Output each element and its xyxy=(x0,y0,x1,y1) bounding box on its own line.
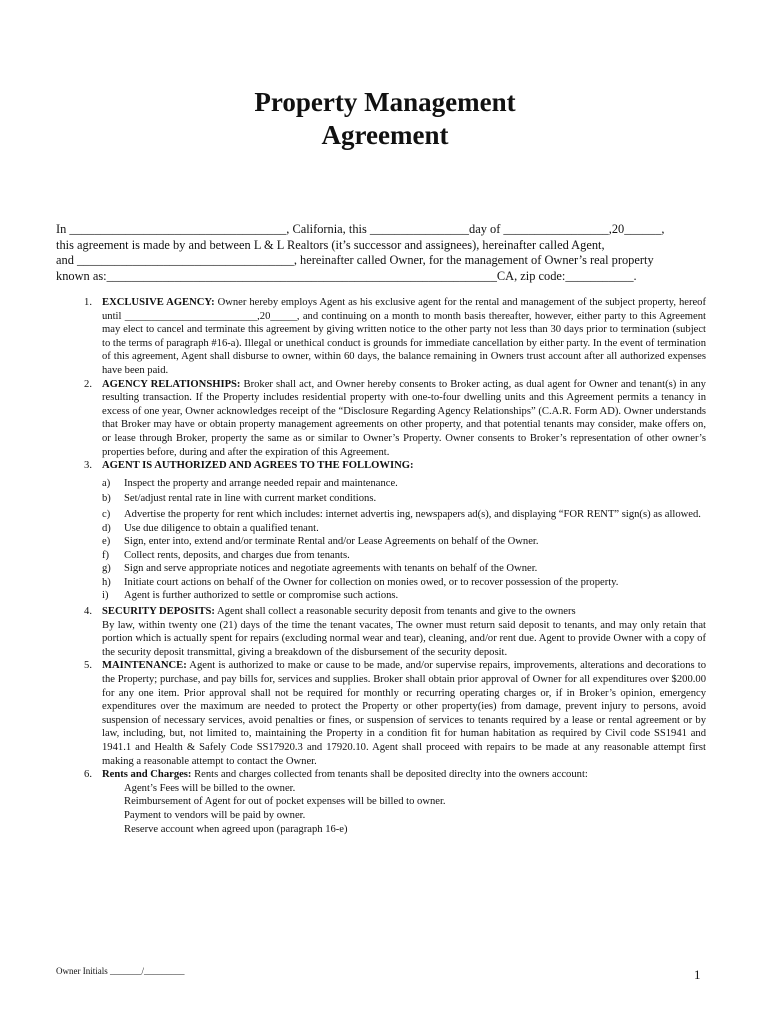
list-item-text: Collect rents, deposits, and charges due from tenants. xyxy=(124,549,350,561)
list-item xyxy=(70,522,706,536)
section-agent-authorized xyxy=(70,459,706,473)
section-heading: MAINTENANCE: xyxy=(102,660,187,672)
list-item-letter: h) xyxy=(102,576,111,588)
charges-line: Reimbursement of Agent for out of pocket expenses will be billed to owner. xyxy=(124,796,446,808)
section-heading: Rents and Charges: xyxy=(102,769,192,781)
charges-line: Payment to vendors will be paid by owner. xyxy=(124,809,306,821)
list-item-letter: g) xyxy=(102,563,111,575)
section-number: 1. xyxy=(84,297,92,308)
section-rents-and-charges xyxy=(70,768,706,782)
list-item-letter: f) xyxy=(102,549,110,561)
charges-list xyxy=(70,782,706,836)
list-item xyxy=(70,492,706,506)
section-text: Broker shall act, and Owner hereby consents to Broker acting, as dual agent for Owner and tenant(s) in any resulting transaction. If the Property includes residential property with one-to-four dwelling units and this Agreement permits a tenancy in excess of one year, Owner acknowledges receipt of the “Disclosure Regarding Agency Relationships” (C.A.R. Form AD). Owner understands that Broker may have or obtain property management agreements on other property, and that potential tenants may consider, make offers on, or lease through Broker, property the same as or similar to Owner’s Property. Owner consents to Broker’s representation of other owner’s properties before, during and after the expiration of this Agreement. xyxy=(102,378,706,458)
section-agency-relationships xyxy=(70,378,706,460)
section-heading: AGENT IS AUTHORIZED AND AGREES TO THE FOLLOWING: xyxy=(102,460,414,472)
section-text: Agent is authorized to make or cause to be made, and/or supervise repairs, improvements, alterations and decorations to the Property; purchase, and pay bills for, services and supplies. Broker shall obtain prior approval of Owner for all expenditures over $200.00 for any one item. Prior approval shall not be required for monthly or recurring operating charges or, if in Broker’s opinion, emergency expenditures over the maximum are needed to protect the Property or other property(ies) from damage, prevent injury to persons, avoid suspension of necessary services, avoid penalties or fines, or suspension of services to tenants required by a lease or rental agreement or by law, including, but, not limited to, maintaining the Property in a condition fit for human habitation as required by Civil code SS1941 and 1941.1 and Health & Safely Code SS17920.3 and 17920.10. Agent shall proceed with repairs to be made at any reasonable attempt first making a reasonable attempt to contact the Owner. xyxy=(102,660,706,767)
list-item-text: Inspect the property and arrange needed repair and maintenance. xyxy=(124,477,398,489)
page-number: 1 xyxy=(694,967,701,982)
list-item-text: Sign and serve appropriate notices and negotiate agreements with tenants on behalf of the Owner. xyxy=(124,563,538,575)
section-security-deposits xyxy=(70,605,706,619)
charges-line: Reserve account when agreed upon (paragraph 16-e) xyxy=(124,823,348,835)
section-text: Owner hereby employs Agent as his exclusive agent for the rental and management of the subject property, hereof until _________________________,20_____, and continuing on a month to month basis thereafter, however, either party to this Agreement may elect to cancel and terminate this agreement by giving written notice to the other party not less than 30 days prior to termination (subject to the terms of paragraph #16-a). Illegal or unethical conduct is grounds for immediate cancellation by either party. In the event of termination of this agreement, Agent shall disburse to owner, within 60 days, the balance remaining in Owners trust account after all authorized expenses have been paid. xyxy=(102,297,706,376)
section-maintenance xyxy=(70,659,706,768)
section-continuation-text: By law, within twenty one (21) days of the time the tenant vacates, The owner must return said deposit to tenants, and may only retain that portion which is actually spent for repairs (excluding normal wear and tear), cleaning, and/or rent due. Agent to provide Owner with a copy of the security deposit transmittal, giving a breakdown of the disbursement of the security deposit. xyxy=(102,619,706,658)
list-item-text: Advertise the property for rent which includes: internet advertis ing, newspapers ad(s), and displaying “FOR RENT” sign(s) as allowed. xyxy=(124,508,701,520)
intro-paragraph xyxy=(56,222,706,284)
title-line-1: Property Management xyxy=(254,87,516,117)
list-item-letter: d) xyxy=(102,522,111,534)
document-title xyxy=(0,86,770,152)
list-item xyxy=(70,589,706,603)
section-heading: AGENCY RELATIONSHIPS: xyxy=(102,378,241,390)
list-item-text: Initiate court actions on behalf of the Owner for collection on monies owed, or to recover possession of the property. xyxy=(124,576,619,588)
list-item-letter: a) xyxy=(102,477,111,489)
section-number: 5. xyxy=(84,660,92,672)
list-item xyxy=(70,477,706,491)
intro-line-2: this agreement is made by and between L & L Realtors (it’s successor and assignees), hereinafter called Agent, xyxy=(56,237,605,252)
list-item-text: Agent is further authorized to settle or compromise such actions. xyxy=(124,590,399,602)
list-item-text: Set/adjust rental rate in line with current market conditions. xyxy=(124,493,377,505)
section-text: Agent shall collect a reasonable security deposit from tenants and give to the owners xyxy=(214,606,576,618)
agreement-body xyxy=(70,296,706,836)
charges-line: Agent’s Fees will be billed to the owner. xyxy=(124,782,296,794)
section-text: Rents and charges collected from tenants shall be deposited direclty into the owners account: xyxy=(191,769,588,781)
list-item-text: Use due diligence to obtain a qualified tenant. xyxy=(124,522,319,534)
list-item-letter: c) xyxy=(102,508,111,520)
list-item-letter: i) xyxy=(102,590,109,602)
list-item-letter: e) xyxy=(102,536,111,548)
section-heading: SECURITY DEPOSITS: xyxy=(102,606,215,618)
section-number: 2. xyxy=(84,378,92,390)
list-item xyxy=(70,508,706,522)
list-item xyxy=(70,562,706,576)
list-item xyxy=(70,576,706,590)
section-heading: EXCLUSIVE AGENCY: xyxy=(102,297,215,308)
title-line-2: Agreement xyxy=(321,120,449,150)
list-item-text: Sign, enter into, extend and/or terminate Rental and/or Lease Agreements on behalf of the Owner. xyxy=(124,536,539,548)
list-item xyxy=(70,535,706,549)
section-number: 6. xyxy=(84,769,92,781)
authorization-list xyxy=(70,477,706,603)
owner-initials-field: Owner Initials _______/_________ xyxy=(56,966,185,976)
intro-line-3: and ___________________________________, hereinafter called Owner, for the management of Owner’s real property xyxy=(56,253,654,268)
intro-line-4: known as:_______________________________________________________________CA, zip code:___________. xyxy=(56,268,637,283)
list-item-letter: b) xyxy=(102,493,111,505)
section-exclusive-agency xyxy=(70,296,706,378)
list-item xyxy=(70,549,706,563)
intro-line-1: In ___________________________________, California, this ________________day of _________________,20______, xyxy=(56,222,665,236)
section-number: 4. xyxy=(84,606,92,618)
section-number: 3. xyxy=(84,460,92,472)
